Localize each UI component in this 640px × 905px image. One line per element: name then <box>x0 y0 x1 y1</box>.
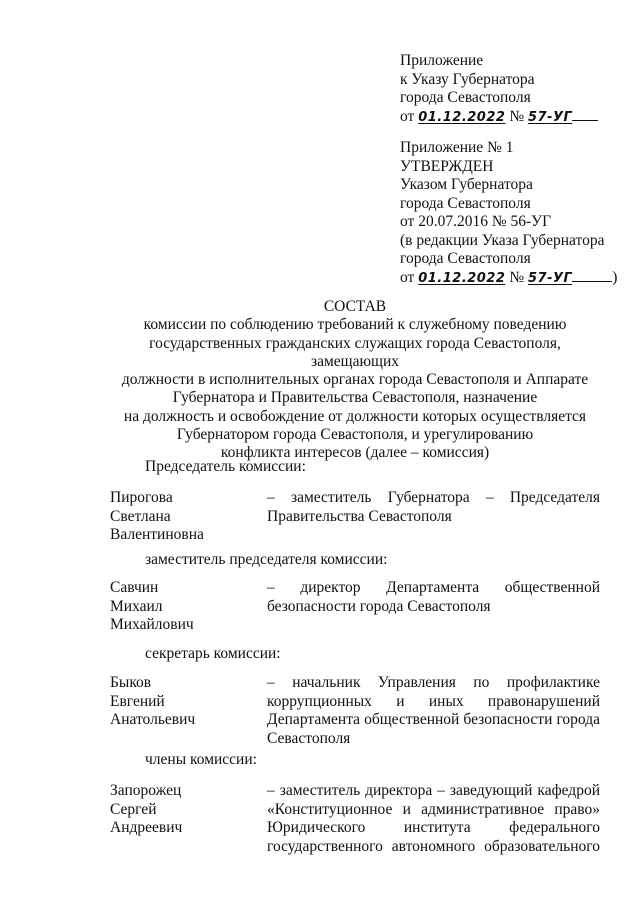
position-line: – начальник Управления по профилактике <box>267 674 600 691</box>
surname: Пирогова <box>110 489 173 506</box>
given-name: Светлана <box>110 507 171 525</box>
appendix-header <box>400 52 598 127</box>
position-line: «Конституционное и административное право» <box>267 800 600 818</box>
position-line: – директор Департамента общественной <box>267 579 600 596</box>
document-title <box>120 298 590 463</box>
position-line: Департамента общественной безопасности города <box>267 711 600 729</box>
title-line: Губернатора и Правительства Севастополя, назначение <box>172 389 538 407</box>
title-heading: СОСТАВ <box>323 298 387 315</box>
given-name: Михаил <box>110 597 163 615</box>
patronymic: Михайлович <box>110 616 194 634</box>
position-line: коррупционных и иных правонарушений <box>267 692 600 710</box>
member-name <box>110 489 250 545</box>
member-name <box>110 782 250 838</box>
decree-line: Указом Губернатора <box>400 176 533 193</box>
member-position <box>267 489 600 526</box>
city-line: города Севастополя <box>400 194 531 212</box>
underline-rule <box>572 108 598 121</box>
handwritten-number: 57-УГ <box>528 109 573 125</box>
position-line: – заместитель директора – заведующий кафедрой <box>267 782 600 799</box>
revision-line: (в редакции Указа Губернатора <box>400 231 605 249</box>
handwritten-date-2: 01.12.2022 <box>418 270 506 286</box>
title-line: комиссии по соблюдению требований к служебному поведению <box>143 316 567 334</box>
approved-label: УТВЕРЖДЕН <box>400 157 494 175</box>
position-line: Севастополя <box>267 730 351 748</box>
given-name: Сергей <box>110 800 157 818</box>
handwritten-number-2: 57-УГ <box>528 270 573 286</box>
patronymic: Анатольевич <box>110 711 196 729</box>
role-deputy: заместитель председателя комиссии: <box>145 551 388 568</box>
patronymic: Валентиновна <box>110 526 204 544</box>
given-name: Евгений <box>110 692 165 710</box>
approval-header <box>400 139 617 288</box>
title-line: должности в исполнительных органах города Севастополя и Аппарате <box>121 371 589 389</box>
patronymic: Андреевич <box>110 819 183 837</box>
appendix-1-label: Приложение № 1 <box>400 139 514 156</box>
appendix-date-line: от 01.12.2022 № 57-УГ <box>400 108 598 128</box>
position-line: безопасности города Севастополя <box>267 597 491 615</box>
role-secretary: секретарь комиссии: <box>145 645 281 662</box>
surname: Быков <box>110 674 152 691</box>
appendix-city-line: города Севастополя <box>400 89 531 106</box>
revision-city-line: города Севастополя <box>400 250 531 267</box>
position-line: Юридического института федерального <box>267 819 600 837</box>
position-line: Правительства Севастополя <box>267 507 452 525</box>
appendix-label: Приложение <box>400 52 484 69</box>
original-decree-line: от 20.07.2016 № 56-УГ <box>400 213 552 230</box>
handwritten-date: 01.12.2022 <box>418 109 506 125</box>
title-line: государственных гражданских служащих города Севастополя, замещающих <box>149 334 561 370</box>
role-members: члены комиссии: <box>145 751 257 768</box>
position-line: государственного автономного образовательного <box>267 838 600 856</box>
role-chair: Председатель комиссии: <box>145 458 306 475</box>
revision-date-line: от 01.12.2022 № 57-УГ ) <box>400 268 618 286</box>
surname: Савчин <box>110 579 159 596</box>
title-line: на должность и освобождение от должности которых осуществляется <box>123 407 587 425</box>
title-line: конфликта интересов (далее – комиссия) <box>220 444 490 462</box>
position-line: – заместитель Губернатора – Председателя <box>267 489 600 506</box>
member-position <box>267 674 600 749</box>
title-line: Губернатором города Севастополя, и урегулированию <box>176 426 534 444</box>
member-name <box>110 674 250 730</box>
member-name <box>110 579 250 635</box>
member-position <box>267 782 600 857</box>
member-position <box>267 579 600 616</box>
appendix-decree-line: к Указу Губернатора <box>400 70 535 88</box>
underline-rule-2 <box>572 269 612 282</box>
surname: Запорожец <box>110 782 182 799</box>
